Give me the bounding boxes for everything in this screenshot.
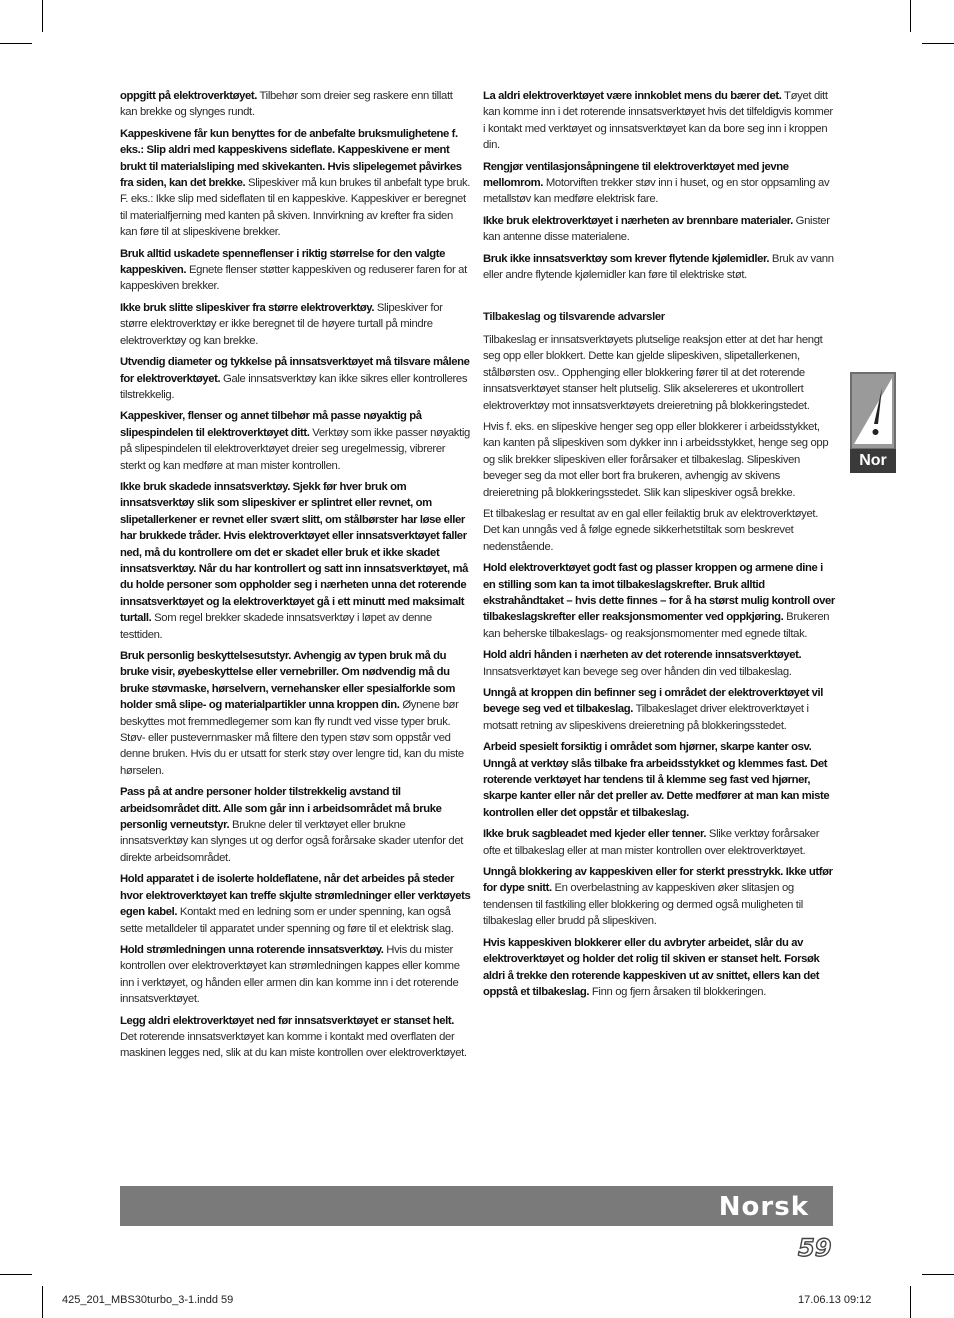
paragraph-bold-lead: Kappeskivene får kun benyttes for de anbefalte bruksmulighetene f. eks.: Slip aldri med kappeskivens sideflate. Kappeskivene er ment brukt til materialsliping med skivekanten. Hvis slipelegemet påvirkes fra siden, kan det brekke. <box>120 127 462 190</box>
crop-mark <box>922 1274 954 1275</box>
crop-mark <box>0 43 32 44</box>
paragraph-bold-lead: La aldri elektroverktøyet være innkoblet mens du bærer det. <box>483 90 782 102</box>
paragraph-bold-lead: Hvis kappeskiven blokkerer eller du avbryter arbeidet, slår du av elektroverktøyet og holder det rolig til skiven er stanset helt. Forsøk aldri å trekke den roterende kappeskiven ut av snittet, ellers kan det oppstå et tilbakeslag. <box>483 936 820 998</box>
paragraph-body: Et tilbakeslag er resultat av en gal eller feilaktig bruk av elektroverktøyet. Det kan unngås ved å følge egnede sikkerhetstiltak som beskrevet nedenstående. <box>483 507 818 553</box>
crop-mark <box>0 1274 32 1275</box>
paragraph-body: Kontakt med en ledning som er under spenning, kan også sette metalldeler til apparatet under spenning og føre til et elektrisk slag. <box>120 906 454 935</box>
paragraph <box>483 739 835 821</box>
crop-mark <box>910 1286 911 1318</box>
page-number: 59 <box>798 1234 832 1262</box>
paragraph-body: Motorviften trekker støv inn i huset, og en stor oppsamling av metallstøv kan medføre elektrisk fare. <box>483 177 830 206</box>
paragraph <box>120 648 472 779</box>
paragraph-body: Tilbakeslaget driver elektroverktøyet i motsatt retning av slipeskivens dreieretning på blokkeringsstedet. <box>483 703 809 732</box>
paragraph-bold-lead: Hold elektroverktøyet godt fast og plasser kroppen og armene dine i en stilling som kan ta imot tilbakeslagskrefter. Bruk alltid ekstrahåndtaket – hvis dette finnes – for å ha størst mulig kontroll over tilbakeslagskrefter eller reaksjonsmomenter ved oppkjøring. <box>483 562 835 624</box>
paragraph-bold-lead: Kappeskiver, flenser og annet tilbehør må passe nøyaktig på slipespindelen til elektroverktøyet ditt. <box>120 410 422 439</box>
paragraph <box>120 126 472 241</box>
paragraph-body: En overbelastning av kappeskiven øker slitasjen og tendensen til fastkiling eller blokkering og dermed også muligheten til tilbakeslag eller brudd på slipeskiven. <box>483 882 803 928</box>
paragraph-bold-lead: Ikke bruk slitte slipeskiver fra større elektroverktøy. <box>120 301 375 314</box>
paragraph-body: Bruk av vann eller andre flytende kjølemidler kan føre til elektriske støt. <box>483 252 834 282</box>
paragraph <box>120 408 472 474</box>
section-heading: Tilbakeslag og tilsvarende advarsler <box>483 311 665 324</box>
language-label: Nor <box>850 449 896 473</box>
paragraph <box>483 685 835 734</box>
paragraph <box>483 88 835 154</box>
right-top-paragraphs <box>483 88 835 283</box>
right-bottom-paragraphs <box>483 332 835 1000</box>
paragraph <box>120 1013 472 1062</box>
paragraph-bold-lead: Legg aldri elektroverktøyet ned før innsatsverktøyet er stanset helt. <box>120 1014 455 1027</box>
paragraph-bold-lead: Bruk personlig beskyttelsesutstyr. Avhengig av typen bruk må du bruke visir, øyebeskyttelse eller vernebriller. Om nødvendig må du bruke støvmaske, hørselvern, vernehansker eller spesialforkle som holder små slipe- og materialpartikler unna kroppen din. <box>120 650 456 712</box>
paragraph-bold-lead: Hold aldri hånden i nærheten av det roterende innsatsverktøyet. <box>483 649 802 662</box>
paragraph-body: Innsatsverktøyet kan bevege seg over hånden din ved tilbakeslag. <box>483 665 792 678</box>
paragraph-body: Egnete flenser støtter kappeskiven og reduserer faren for at kappeskiven brekker. <box>120 264 467 293</box>
paragraph-bold-lead: Hold apparatet i de isolerte holdeflatene, når det arbeides på steder hvor elektroverktøyet kan treffe skjulte strømledninger eller verktøyets egen kabel. <box>120 873 471 919</box>
paragraph-body: Gnister kan antenne disse materialene. <box>483 214 830 244</box>
left-text-column <box>120 88 472 1067</box>
paragraph-bold-lead: Utvendig diameter og tykkelse på innsatsverktøyet må tilsvare målene for elektroverktøyet. <box>120 356 470 385</box>
paragraph <box>483 506 835 555</box>
crop-mark <box>42 1286 43 1318</box>
paragraph-body: Hvis f. eks. en slipeskive henger seg opp eller blokkerer i arbeidsstykket, kan kanten på slipeskiven som dykker inn i arbeidsstykket, henge seg opp og slik brekker slipeskiven eller forårsaker et tilbakeslag. Slipeskiven beveger seg da mot eller bort fra brukeren, avhengig av skivens dreieretning på blokkeringsstedet. Slik kan slipeskiver også brekke. <box>483 420 829 499</box>
language-band <box>120 1186 833 1226</box>
paragraph <box>120 479 472 643</box>
paragraph <box>483 864 835 930</box>
paragraph <box>120 871 472 937</box>
warning-exclamation-icon <box>852 374 894 448</box>
paragraph-bold-lead: Ikke bruk elektroverktøyet i nærheten av brennbare materialer. <box>483 214 793 227</box>
paragraph-body: Det roterende innsatsverktøyet kan komme i kontakt med overflaten der maskinen legges ned, slik at du kan miste kontrollen over elektroverktøyet. <box>120 1030 467 1060</box>
paragraph-bold-lead: Bruk alltid uskadete spenneflenser i riktig størrelse for den valgte kappeskiven. <box>120 247 445 277</box>
crop-mark <box>42 0 43 32</box>
paragraph-bold-lead: Rengjør ventilasjonsåpningene til elektroverktøyet med jevne mellomrom. <box>483 160 789 190</box>
band-title: Norsk <box>718 1192 809 1222</box>
paragraph-bold-lead: Ikke bruk skadede innsatsverktøy. Sjekk før hver bruk om innsatsverktøy slik som slipeskiver er splintret eller revnet, om slipetallerkener er revnet eller svært slitt, om stålbørster har løse eller har brukkede tråder. Hvis elektroverktøyet eller innsatsverktøyet faller ned, må du kontrollere om det er skadet eller bruk et ikke skadet innsatsverktøy. Når du har kontrollert og satt inn innsatsverktøyet, må du holde personer som oppholder seg i nærheten unna det roterende innsatsverktøyet og la elektroverktøyet gå i ett minutt med maksimalt turtall. <box>120 480 469 625</box>
paragraph <box>120 942 472 1008</box>
paragraph-bold-lead: Ikke bruk sagbleadet med kjeder eller tenner. <box>483 828 707 841</box>
paragraph-body: Slipeskiver må kun brukes til anbefalt type bruk. F. eks.: Ikke slip med sideflaten til en kappeskive. Kappeskiver er beregnet til materialfjerning med kanten på skiven. Innvirkning av krefter fra siden kan føre til at slipeskivene brekker. <box>120 177 471 239</box>
paragraph-body: Brukne deler til verktøyet eller brukne innsatsverktøy kan slynges ut og derfor også forårsake skader utenfor det direkte arbeidsområdet. <box>120 819 464 864</box>
paragraph-bold-lead: Unngå at kroppen din befinner seg i området der elektroverktøyet vil bevege seg ved et tilbakeslag. <box>483 687 824 716</box>
paragraph <box>483 935 835 1001</box>
paragraph-body: Som regel brekker skadede innsatsverktøy i løpet av denne testtiden. <box>120 612 432 641</box>
paragraph-body: Finn og fjern årsaken til blokkeringen. <box>589 985 766 998</box>
footer-date: 17.06.13 09:12 <box>798 1294 872 1306</box>
paragraph-bold-lead: Pass på at andre personer holder tilstrekkelig avstand til arbeidsområdet ditt. Alle som går inn i arbeidsområdet må bruke personlig verneutstyr. <box>120 786 442 832</box>
paragraph <box>120 784 472 866</box>
paragraph <box>120 246 472 295</box>
paragraph-body: Verktøy som ikke passer nøyaktig på slipespindelen til elektroverktøyet dreier seg uregelmessig, vibrerer sterkt og kan medføre at man mister kontrollen. <box>120 426 470 472</box>
paragraph <box>483 159 835 208</box>
paragraph-body: Hvis du mister kontrollen over elektroverktøyet kan strømledningen kappes eller komme inn i verktøyet, og hånden eller armen din kan komme inn i det roterende innsatsverktøyet. <box>120 943 460 1006</box>
paragraph-bold-lead: Hold strømledningen unna roterende innsatsverktøy. <box>120 943 384 956</box>
paragraph-body: Slike verktøy forårsaker ofte et tilbakeslag eller at man mister kontrollen over elektroverktøyet. <box>483 828 820 857</box>
paragraph <box>120 354 472 403</box>
right-text-column <box>483 88 835 1005</box>
paragraph-body: Tilbakeslag er innsatsverktøyets plutselige reaksjon etter at det har hengt seg opp eller blokkert. Dette kan gjelde slipeskiven, slipetallerkenen, stålbørsten osv.. Opphenging eller blokkering fører til at det roterende innsatsverktøyet stanser helt plutselig. Slik akselereres et ukontrollert elektroverktøy mot innsatsverktøyets dreieretning på blokkeringstedet. <box>483 333 823 412</box>
language-side-tab <box>850 372 896 473</box>
paragraph-body: Øynene bør beskyttes mot fremmedlegemer som kan fly rundt ved visse typer bruk. Støv- eller pustevernmasker må filtere den typen støv som oppstår ved denne bruken. Hvis du er utsatt for sterk støy over lengre tid, kan du miste hørselen. <box>120 699 464 777</box>
paragraph <box>120 88 472 121</box>
paragraph <box>483 332 835 414</box>
paragraph <box>483 251 835 284</box>
paragraph-body: Gale innsatsverktøy kan ikke sikres eller kontrolleres tilstrekkelig. <box>120 372 468 401</box>
paragraph-body: Tøyet ditt kan komme inn i det roterende innsatsverktøyet hvis det tilfeldigvis kommer i kontakt med verktøyet og innsatsverktøyet kan da bore seg inn i kroppen din. <box>483 90 833 152</box>
crop-mark <box>922 43 954 44</box>
paragraph <box>483 647 835 680</box>
crop-mark <box>910 0 911 32</box>
paragraph-bold-lead: Arbeid spesielt forsiktig i området som hjørner, skarpe kanter osv. Unngå at verktøy slås tilbake fra arbeidsstykket og klemmes fast. Det roterende verktøyet har tendens til å klemme seg fast ved hjørner, skarpe kanter eller når det preller av. Dette medfører at man kan miste kontrollen eller det oppstår et tilbakeslag. <box>483 741 830 819</box>
paragraph <box>120 300 472 349</box>
paragraph <box>483 419 835 501</box>
paragraph-bold-lead: Unngå blokkering av kappeskiven eller for sterkt presstrykk. Ikke utfør for dype snitt. <box>483 866 833 895</box>
paragraph-bold-lead: Bruk ikke innsatsverktøy som krever flytende kjølemidler. <box>483 252 770 265</box>
paragraph-body: Tilbehør som dreier seg raskere enn tillatt kan brekke og slynges rundt. <box>120 90 453 119</box>
paragraph-body: Brukeren kan beherske tilbakeslags- og reaksjonsmomenter med egnede tiltak. <box>483 611 830 640</box>
paragraph <box>483 213 835 246</box>
paragraph <box>483 826 835 859</box>
footer-file: 425_201_MBS30turbo_3-1.indd 59 <box>62 1294 234 1306</box>
paragraph-bold-lead: oppgitt på elektroverktøyet. <box>120 90 257 102</box>
paragraph-body: Slipeskiver for større elektroverktøy er ikke beregnet til de høyere turtall på mindre elektroverktøy og kan brekke. <box>120 301 443 347</box>
paragraph <box>483 560 835 642</box>
